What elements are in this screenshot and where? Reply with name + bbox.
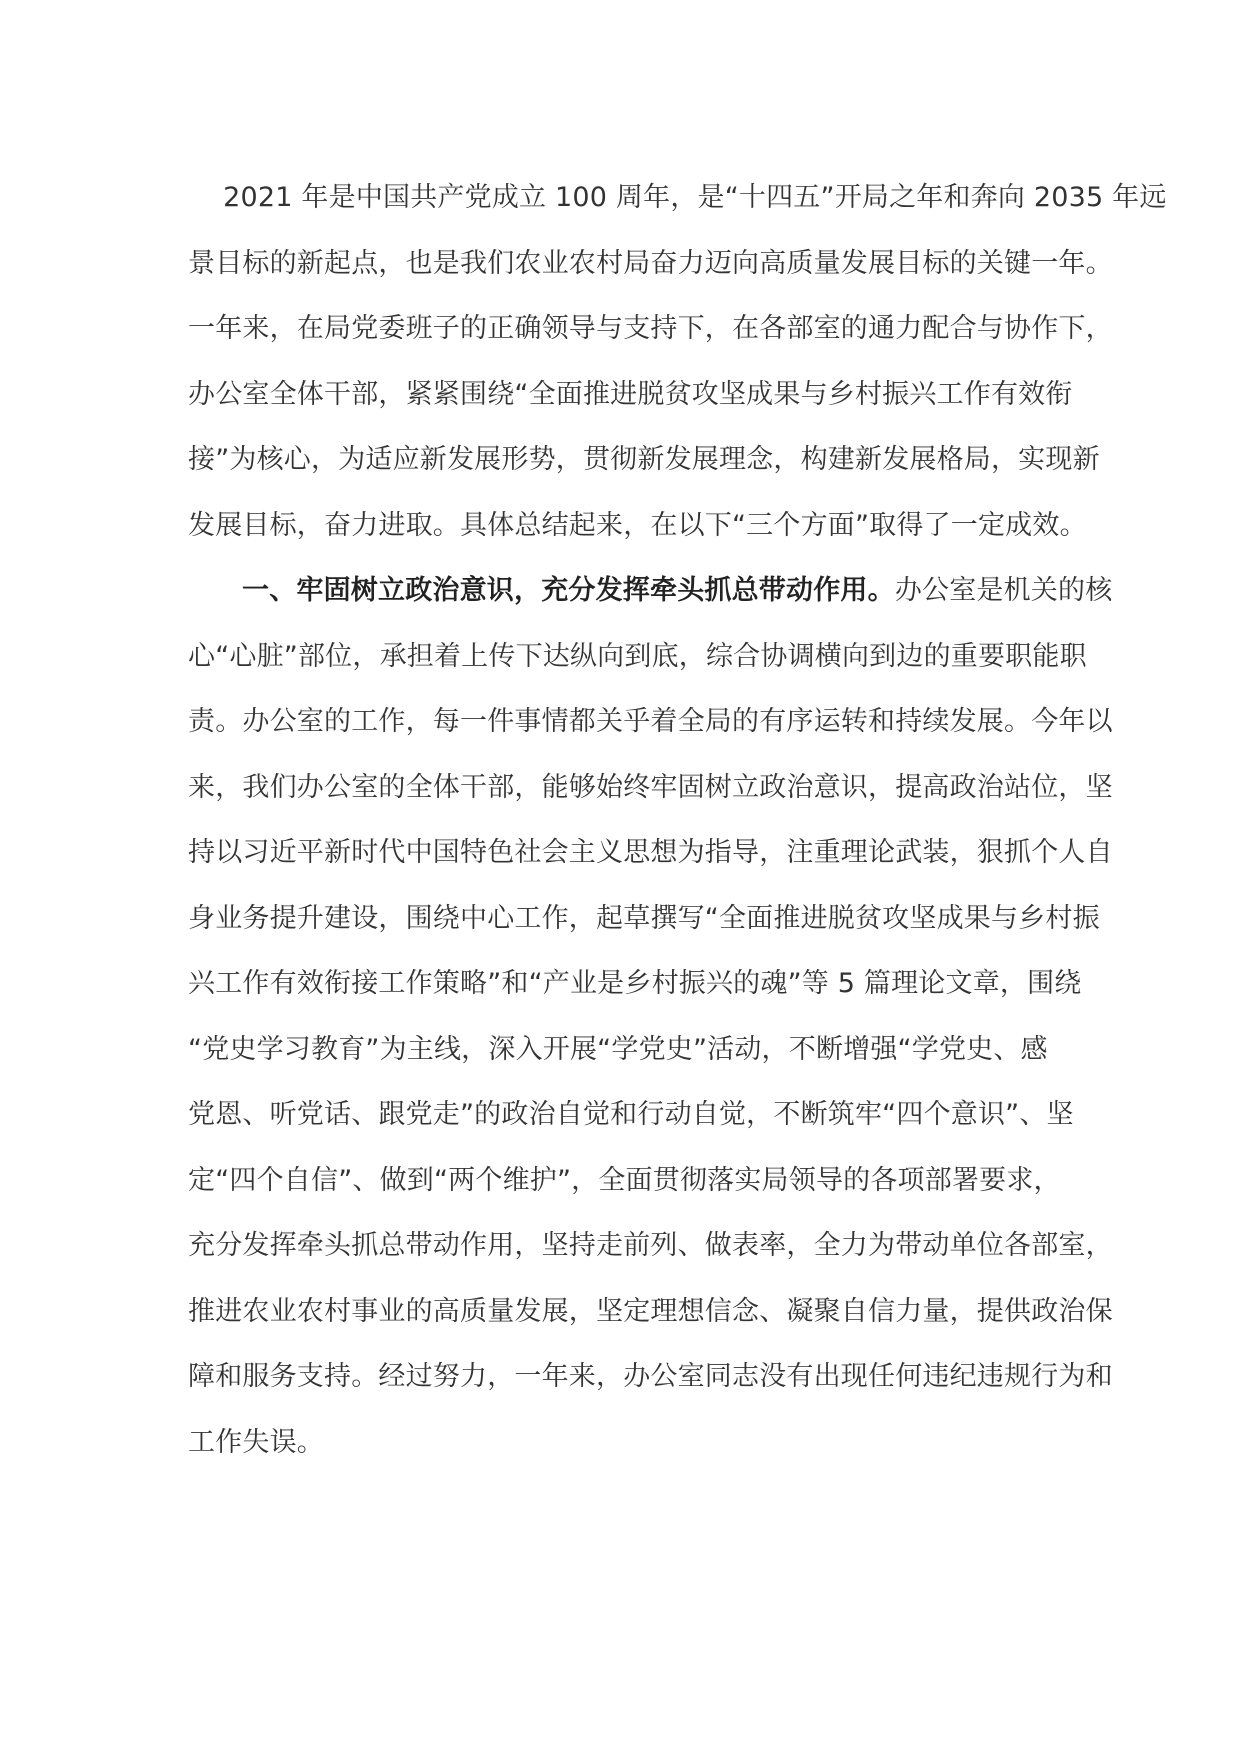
text-line: 持以习近平新时代中国特色社会主义思想为指导，注重理论武装，狠抓个人自 <box>188 837 1113 868</box>
text-line <box>242 571 1113 611</box>
text-line: 一年来，在局党委班子的正确领导与支持下，在各部室的通力配合与协作下， <box>188 313 1113 344</box>
text-line: 景目标的新起点，也是我们农业农村局奋力迈向高质量发展目标的关键一年。 <box>188 248 1113 279</box>
text-line: 接”为核心，为适应新发展形势，贯彻新发展理念，构建新发展格局，实现新 <box>188 444 1100 475</box>
text-line: 身业务提升建设，围绕中心工作，起草撰写“全面推进脱贫攻坚成果与乡村振 <box>188 903 1100 934</box>
text-line: 心“心脏”部位，承担着上传下达纵向到底，综合协调横向到边的重要职能职 <box>188 641 1087 672</box>
text-line: 责。办公室的工作，每一件事情都关乎着全局的有序运转和持续发展。今年以 <box>188 706 1113 737</box>
text-line: 党恩、听党话、跟党走”的政治自觉和行动自觉，不断筑牢“四个意识”、坚 <box>188 1099 1074 1130</box>
text-line: 工作失误。 <box>188 1427 324 1458</box>
text-line: 兴工作有效衔接工作策略”和“产业是乡村振兴的魂”等 5 篇理论文章，围绕 <box>188 968 1082 999</box>
text-line: 推进农业农村事业的高质量发展，坚定理想信念、凝聚自信力量，提供政治保 <box>188 1296 1113 1327</box>
text-run: 办公室是机关的核 <box>894 575 1113 606</box>
text-line: 2021 年是中国共产党成立 100 周年，是“十四五”开局之年和奔向 2035 年远 <box>188 182 1167 213</box>
text-line: 充分发挥牵头抓总带动作用，坚持走前列、做表率，全力为带动单位各部室， <box>188 1230 1113 1261</box>
text-line: 办公室全体干部，紧紧围绕“全面推进脱贫攻坚成果与乡村振兴工作有效衔 <box>188 379 1073 410</box>
section-heading: 一、牢固树立政治意识，充分发挥牵头抓总带动作用。 <box>242 575 895 606</box>
text-line: 发展目标，奋力进取。具体总结起来，在以下“三个方面”取得了一定成效。 <box>188 510 1087 541</box>
text-line: 障和服务支持。经过努力，一年来，办公室同志没有出现任何违纪违规行为和 <box>188 1361 1113 1392</box>
text-line: “党史学习教育”为主线，深入开展“学党史”活动，不断增强“学党史、感 <box>188 1034 1048 1065</box>
text-line: 来，我们办公室的全体干部，能够始终牢固树立政治意识，提高政治站位，坚 <box>188 772 1113 803</box>
text-line: 定“四个自信”、做到“两个维护”，全面贯彻落实局领导的各项部署要求， <box>188 1165 1061 1196</box>
